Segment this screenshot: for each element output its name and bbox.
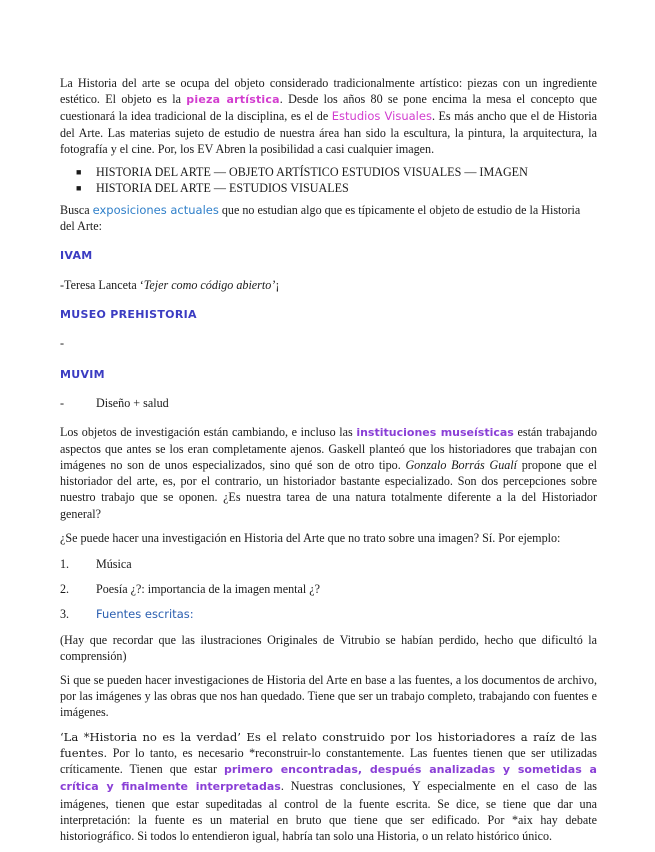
- heading-ivam: IVAM: [60, 249, 93, 263]
- highlight-estudios-visuales: Estudios Visuales: [331, 109, 432, 124]
- paragraph-pregunta: ¿Se puede hacer una investigación en Historia del Arte que no trato sobre una imagen? Sí. Por ejemplo:: [60, 530, 561, 545]
- exhibition-title: Tejer como código abierto’: [143, 277, 276, 292]
- museo-dash: -: [60, 336, 65, 351]
- numbered-item: [60, 581, 597, 597]
- numbered-item: [60, 556, 597, 572]
- highlight-instituciones-museisticas: instituciones museísticas: [356, 425, 514, 439]
- bullet-text: HISTORIA DEL ARTE — ESTUDIOS VISUALES: [96, 180, 349, 195]
- text-run: . Desde los años 80 se pone encima la mesa el concepto que cuestionará la idea tradicional de la disciplina, es el de: [60, 92, 598, 124]
- dash-marker: -: [60, 396, 65, 411]
- paragraph-historia-verdad: [60, 729, 597, 844]
- paragraph-fuentes: Si que se pueden hacer investigaciones de Historia del Arte en base a las fuentes, a los documentos de archivo, por las imágenes y las obras que nos han quedado. Tiene que ser un trabajo completo, trabajando con fuentes e imágenes.: [60, 673, 597, 720]
- text-run: están trabajando aspectos que antes se los eran completamente ajenos. Gaskell planteó que los historiadores que trabajan con imágenes no son de unos especializados, sino qué son de otro tipo.: [60, 424, 598, 473]
- muvim-item-text: Diseño + salud: [96, 396, 169, 411]
- item-text: Música: [96, 557, 132, 572]
- highlight-interpretadas: primero encontradas, después analizadas y sometidas a crítica y finalmente interpretadas: [60, 763, 597, 794]
- item-text: Poesía ¿?: importancia de la imagen mental ¿?: [96, 582, 320, 597]
- highlight-pieza-artistica: pieza artística: [186, 93, 280, 107]
- bullet-icon: ■: [76, 167, 82, 178]
- heading-museo-prehistoria: MUSEO PREHISTORIA: [60, 307, 197, 321]
- paragraph-vitrubio: (Hay que recordar que las ilustraciones Originales de Vitrubio se habían perdido, hecho que dificultó la comprensión): [60, 632, 597, 663]
- text-run: . Es más ancho que el de Historia del Arte. Las materias sujeto de estudio de nuestra área han sido la escultura, la pintura, la arquitectura, la fotografía y el cine. Por, los EV Abren la posibilidad a casi cualquier imagen.: [60, 109, 597, 156]
- bullet-icon: ■: [76, 182, 82, 193]
- heading-muvim: MUVIM: [60, 368, 105, 382]
- text-run: . Nuestras conclusiones, Y especialmente en el caso de las imágenes, tienen que estar supeditadas al control de la fuente escrita. Se dice, se tiene que dar una interpretación: la fuente es un material en bruto que tiene que ser edificado. Por *aix hay debate historiográfico. Si todos lo entendieron igual, habría tan solo una Historia, o un relato histórico único.: [60, 779, 597, 843]
- text-run: -Teresa Lanceta ‘: [60, 277, 144, 292]
- text-run: Los objetos de investigación están cambiando, e incluso las: [60, 424, 357, 439]
- paragraph-objetos: [60, 424, 597, 522]
- item-number: 3.: [60, 607, 70, 622]
- text-run: que no estudian algo que es típicamente el objeto de estudio de la Historia del Arte:: [60, 203, 581, 234]
- item-text-fuentes: Fuentes escritas:: [96, 607, 194, 622]
- paragraph-busca: [60, 202, 597, 234]
- bullet-item: [60, 165, 597, 181]
- document-body: [60, 75, 597, 852]
- text-run: Busca: [60, 203, 93, 218]
- text-run: La Historia del arte se ocupa del objeto considerado tradicionalmente artístico: piezas con un ingrediente estético. El objeto es la: [60, 76, 597, 107]
- item-number: 1.: [60, 557, 70, 572]
- text-run: Por lo tanto, es necesario *reconstruir-lo constantemente. Las fuentes tienen que ser utilizadas críticamente. Tienen que estar: [60, 745, 597, 777]
- highlight-exposiciones-actuales: exposiciones actuales: [92, 203, 219, 218]
- bullet-text: HISTORIA DEL ARTE — OBJETO ARTÍSTICO ESTUDIOS VISUALES — IMAGEN: [96, 165, 528, 180]
- numbered-item: [60, 606, 597, 622]
- text-run: ¡: [275, 277, 280, 292]
- paragraph-intro: [60, 75, 597, 157]
- text-run-quote: ‘La *Historia no es la verdad’ Es el relato construido por los historiadores a raíz de las fuentes.: [60, 729, 597, 760]
- ivam-line: [60, 277, 597, 293]
- item-number: 2.: [60, 582, 70, 597]
- bullet-item: [60, 181, 597, 197]
- muvim-item: [60, 395, 597, 411]
- bullet-list: [60, 165, 597, 196]
- author-name: Gonzalo Borrás Gualí: [405, 458, 518, 473]
- text-run: propone que el historiador del arte, es, por el contrario, un historiador bastante especializado. Son dos percepciones sobre nuestro trabajo que se oponen. ¿Es nuestra tarea de una natura totalmente diferente a la del Historiador general?: [60, 458, 597, 521]
